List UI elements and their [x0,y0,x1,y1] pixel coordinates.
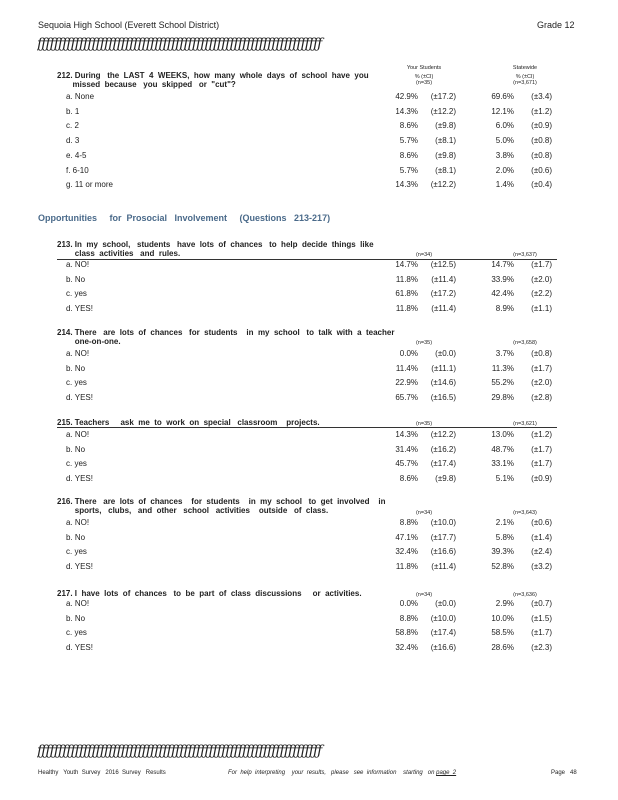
q216-state-ci: (±3.2) [531,562,552,571]
q215-your-percent: 8.6% [399,474,418,483]
q214-n-your: (n=35) [415,340,433,346]
q212-question: 212. During the LAST 4 WEEKS, how many whole days of school have you missed because you skipped or "cut"? [57,71,369,89]
q215-question: 215. Teachers ask me to work on special classroom projects. [57,418,320,427]
q215-state-percent: 33.1% [491,459,514,468]
q217-answer-label: a. NO! [66,599,90,608]
footer-survey-name: Healthy Youth Survey 2016 Survey Results [38,770,166,776]
q213-your-percent: 61.8% [395,289,418,298]
q213-your-ci: (±17.2) [430,289,456,298]
q212-your-percent: 5.7% [399,166,418,175]
q215-underline [57,427,557,428]
q212-state-ci: (±1.2) [531,107,552,116]
q213-question: 213. In my school, students have lots of chances to help decide things like class activities and rules. [57,240,374,258]
q212-answer-label: f. 6-10 [66,166,89,175]
q212-your-ci: (±17.2) [430,92,456,101]
q214-your-percent: 0.0% [399,349,418,358]
section-title: Opportunities for Prosocial Involvement (Questions 213-217) [38,213,331,223]
q216-your-percent: 8.8% [399,518,418,527]
q216-your-ci: (±10.0) [430,518,456,527]
q212-your-ci: (±9.8) [435,151,456,160]
q213-your-ci: (±11.4) [431,304,456,313]
q217-state-ci: (±1.5) [531,614,552,623]
q213-answer-label: b. No [66,275,86,284]
q215-your-percent: 45.7% [395,459,418,468]
footer-help-text [228,770,456,776]
q215-state-ci: (±1.2) [531,430,552,439]
q216-your-percent: 11.8% [395,562,418,571]
q216-your-ci: (±17.7) [430,533,456,542]
col-your-pct: % (±CI) [414,74,434,80]
bottom-rule: ƒƒƒƒƒƒƒƒƒƒƒƒƒƒƒƒƒƒƒƒƒƒƒƒƒƒƒƒƒƒƒƒƒƒƒƒƒƒƒƒƒƒƒƒƒƒƒƒƒƒƒƒƒƒƒƒƒƒƒƒƒƒƒƒƒƒƒƒ [37,743,322,759]
q214-state-ci: (±2.8) [531,393,552,402]
q214-n-state: (n=3,658) [513,340,537,346]
q212-your-percent: 14.3% [395,107,418,116]
q217-your-percent: 32.4% [395,643,418,652]
q214-your-percent: 11.4% [395,364,418,373]
q212-your-percent: 42.9% [395,92,418,101]
q217-n-state: (n=3,636) [513,592,537,598]
q215-state-ci: (±1.7) [531,459,552,468]
q217-your-percent: 8.8% [399,614,418,623]
q217-question: 217. I have lots of chances to be part of class discussions or activities. [57,589,362,598]
q213-answer-label: c. yes [66,289,87,298]
top-rule: ƒƒƒƒƒƒƒƒƒƒƒƒƒƒƒƒƒƒƒƒƒƒƒƒƒƒƒƒƒƒƒƒƒƒƒƒƒƒƒƒƒƒƒƒƒƒƒƒƒƒƒƒƒƒƒƒƒƒƒƒƒƒƒƒƒƒƒƒ [37,36,322,52]
q213-state-percent: 42.4% [491,289,514,298]
q212-your-ci: (±8.1) [435,136,456,145]
q216-state-ci: (±1.4) [531,533,552,542]
q215-your-percent: 14.3% [395,430,418,439]
q212-your-ci: (±9.8) [435,121,456,130]
q212-your-percent: 8.6% [399,121,418,130]
q213-your-ci: (±12.5) [430,260,456,269]
grade-label: Grade 12 [537,20,575,30]
q216-your-percent: 47.1% [395,533,418,542]
footer-page-link[interactable]: page 2 [436,770,457,776]
q214-question: 214. There are lots of chances for students in my school to talk with a teacher one-on-one. [57,328,395,346]
q214-state-percent: 11.3% [491,364,514,373]
q212-state-percent: 1.4% [495,180,514,189]
q212-state-ci: (±0.9) [531,121,552,130]
school-header: Sequoia High School (Everett School District) [38,20,220,30]
q216-answer-label: c. yes [66,547,87,556]
q217-your-ci: (±0.0) [435,599,456,608]
q215-answer-label: a. NO! [66,430,90,439]
q216-answer-label: a. NO! [66,518,90,527]
q216-your-ci: (±11.4) [431,562,456,571]
q216-your-ci: (±16.6) [430,547,456,556]
page-number: Page 48 [551,770,577,776]
q213-n-your: (n=34) [415,252,433,258]
q216-state-percent: 5.8% [495,533,514,542]
q217-your-ci: (±10.0) [430,614,456,623]
q212-answer-label: b. 1 [66,107,80,116]
q216-state-percent: 39.3% [491,547,514,556]
q216-n-your: (n=34) [415,510,433,516]
q216-answer-label: b. No [66,533,86,542]
q214-your-ci: (±16.5) [430,393,456,402]
q213-state-ci: (±1.7) [531,260,552,269]
q215-your-percent: 31.4% [395,445,418,454]
q217-state-ci: (±2.3) [531,643,552,652]
q214-state-percent: 29.8% [491,393,514,402]
q217-state-percent: 58.5% [491,628,514,637]
q214-answer-label: b. No [66,364,86,373]
q214-your-ci: (±0.0) [435,349,456,358]
q212-state-ci: (±3.4) [531,92,552,101]
q214-state-percent: 55.2% [491,378,514,387]
q212-state-percent: 5.0% [495,136,514,145]
q213-state-percent: 8.9% [495,304,514,313]
q215-state-ci: (±1.7) [531,445,552,454]
q214-state-ci: (±2.0) [531,378,552,387]
q215-n-your: (n=35) [415,421,433,427]
q217-your-ci: (±16.6) [430,643,456,652]
q214-state-percent: 3.7% [495,349,514,358]
q212-state-percent: 2.0% [495,166,514,175]
q212-your-ci: (±12.2) [430,107,456,116]
q212-answer-label: e. 4-5 [66,151,87,160]
q213-your-percent: 14.7% [395,260,418,269]
q212-answer-label: g. 11 or more [66,180,113,189]
q212-state-ci: (±0.4) [531,180,552,189]
q214-answer-label: a. NO! [66,349,90,358]
q214-answer-label: d. YES! [66,393,93,402]
q217-state-percent: 28.6% [491,643,514,652]
q213-your-percent: 11.8% [395,275,418,284]
q212-state-ci: (±0.6) [531,166,552,175]
q216-your-percent: 32.4% [395,547,418,556]
q215-answer-label: c. yes [66,459,87,468]
q215-state-percent: 48.7% [491,445,514,454]
q215-your-ci: (±9.8) [435,474,456,483]
q217-your-percent: 0.0% [399,599,418,608]
q212-state-ci: (±0.8) [531,136,552,145]
q217-your-ci: (±17.4) [430,628,456,637]
q214-answer-label: c. yes [66,378,87,387]
col-statewide: Statewide [512,65,538,71]
q215-state-percent: 13.0% [491,430,514,439]
q212-your-percent: 8.6% [399,151,418,160]
q212-n-state: (n=3,671) [513,80,537,86]
q217-answer-label: c. yes [66,628,87,637]
q212-answer-label: c. 2 [66,121,79,130]
q214-your-percent: 65.7% [395,393,418,402]
footer-help-label: For help interpreting your results, please see information starting on [228,770,435,776]
q217-n-your: (n=34) [415,592,433,598]
q216-question: 216. There are lots of chances for students in my school to get involved in sports, clubs, and other school activities outside of class. [57,497,386,515]
q212-state-ci: (±0.8) [531,151,552,160]
q212-state-percent: 12.1% [491,107,514,116]
q217-answer-label: b. No [66,614,86,623]
q212-state-percent: 3.8% [495,151,514,160]
q217-answer-label: d. YES! [66,643,93,652]
q213-state-ci: (±2.0) [531,275,552,284]
q213-n-state: (n=3,637) [513,252,537,258]
q214-state-ci: (±0.8) [531,349,552,358]
q216-state-percent: 2.1% [495,518,514,527]
q217-state-percent: 10.0% [491,614,514,623]
q213-your-ci: (±11.4) [431,275,456,284]
q216-state-ci: (±2.4) [531,547,552,556]
q212-your-percent: 14.3% [395,180,418,189]
q213-answer-label: d. YES! [66,304,93,313]
q215-answer-label: d. YES! [66,474,93,483]
q217-state-percent: 2.9% [495,599,514,608]
q217-state-ci: (±1.7) [531,628,552,637]
q212-n-your: (n=35) [415,80,433,86]
q215-n-state: (n=3,621) [513,421,537,427]
q217-state-ci: (±0.7) [531,599,552,608]
q212-state-percent: 6.0% [495,121,514,130]
q213-state-percent: 14.7% [491,260,514,269]
q215-your-ci: (±16.2) [430,445,456,454]
q215-your-ci: (±12.2) [430,430,456,439]
q213-your-percent: 11.8% [395,304,418,313]
q212-your-percent: 5.7% [399,136,418,145]
q215-state-ci: (±0.9) [531,474,552,483]
col-your-students: Your Students [406,65,442,71]
q213-state-percent: 33.9% [491,275,514,284]
col-state-pct: % (±CI) [515,74,535,80]
q212-answer-label: d. 3 [66,136,80,145]
q212-your-ci: (±8.1) [435,166,456,175]
q216-state-ci: (±0.6) [531,518,552,527]
q212-your-ci: (±12.2) [430,180,456,189]
q213-state-ci: (±2.2) [531,289,552,298]
q214-your-percent: 22.9% [395,378,418,387]
q212-answer-label: a. None [66,92,95,101]
q215-state-percent: 5.1% [495,474,514,483]
q217-your-percent: 58.8% [395,628,418,637]
q216-answer-label: d. YES! [66,562,93,571]
q215-your-ci: (±17.4) [430,459,456,468]
q214-state-ci: (±1.7) [531,364,552,373]
q216-state-percent: 52.8% [491,562,514,571]
q213-state-ci: (±1.1) [531,304,552,313]
q215-answer-label: b. No [66,445,86,454]
q214-your-ci: (±14.6) [430,378,456,387]
q216-n-state: (n=3,643) [513,510,537,516]
q213-answer-label: a. NO! [66,260,90,269]
q212-state-percent: 69.6% [491,92,514,101]
q214-your-ci: (±11.1) [431,364,456,373]
